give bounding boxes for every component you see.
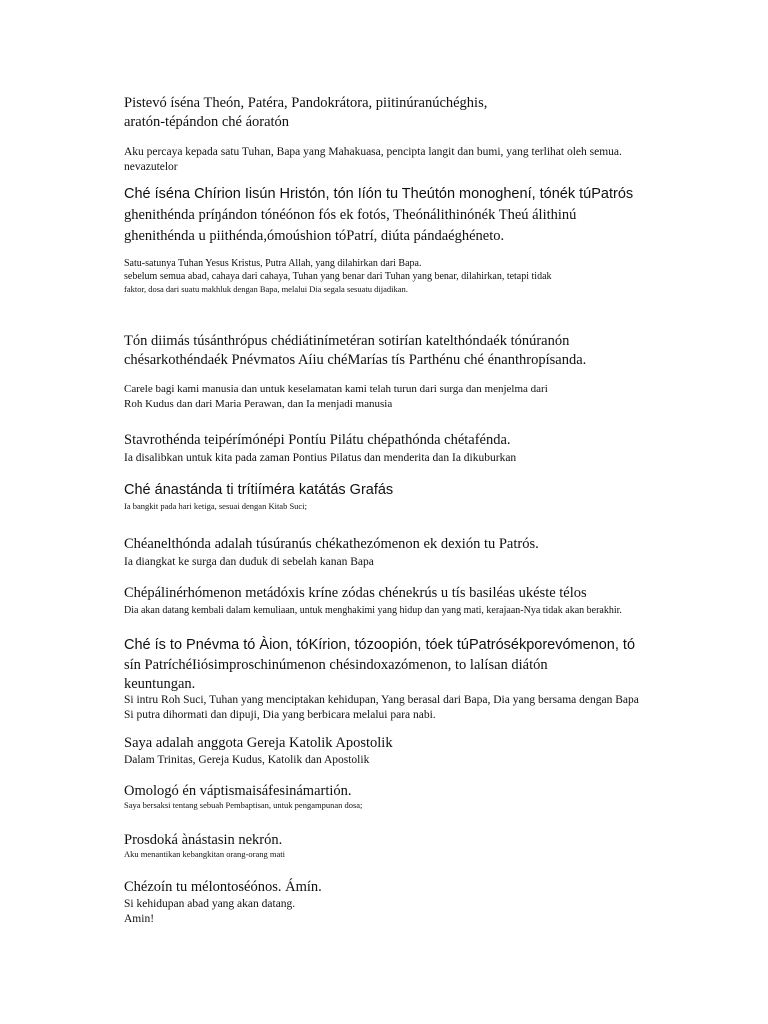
greek-line: ghenithénda príŋándon tónéónon fós ek fotós, Theónálithinónék Theú álithinú — [124, 207, 577, 223]
indonesian-line: Roh Kudus dan dari Maria Perawan, dan Ia menjadi manusia — [124, 398, 393, 410]
indonesian-text — [124, 451, 724, 466]
greek-line: Saya adalah anggota Gereja Katolik Apostolik — [124, 735, 393, 751]
greek-text — [124, 184, 724, 247]
section-8 — [124, 634, 724, 723]
indonesian-text — [124, 604, 724, 617]
indonesian-text — [124, 897, 724, 927]
greek-text — [124, 584, 724, 603]
indonesian-line: Saya bersaksi tentang sebuah Pembaptisan, untuk pengampunan dosa; — [124, 800, 363, 810]
greek-line: Ché íséna Chírion Iisún Hristón, tón Iíón tu Theútón monoghení, tónék túPatrós — [124, 186, 634, 202]
greek-text — [124, 535, 724, 554]
greek-line: Chéanelthónda adalah túsúranús chékathezómenon ek dexión tu Patrós. — [124, 536, 539, 552]
greek-line: Pistevó íséna Theón, Patéra, Pandokrátora, piitinúranúchéghis, — [124, 95, 488, 111]
indonesian-text — [124, 382, 724, 412]
section-7 — [124, 584, 724, 617]
indonesian-text — [124, 257, 724, 296]
section-5 — [124, 480, 724, 512]
indonesian-line: Dia akan datang kembali dalam kemuliaan, untuk menghakimi yang hidup dan yang mati, kerajaan-Nya tidak akan berakhir. — [124, 605, 622, 616]
greek-line: Ché ánastánda ti trítiíméra katátás Grafás — [124, 482, 394, 498]
section-2 — [124, 184, 724, 296]
section-1 — [124, 94, 724, 175]
greek-line: Prosdoká ànástasin nekrón. — [124, 832, 283, 848]
greek-line: chésarkothéndaék Pnévmatos Aíiu chéMarías tís Parthénu ché énanthropísanda. — [124, 352, 587, 368]
greek-text — [124, 431, 724, 450]
indonesian-text — [124, 693, 724, 723]
section-9 — [124, 734, 724, 768]
indonesian-line: Amin! — [124, 913, 155, 925]
greek-text — [124, 734, 724, 753]
greek-line: Chépálinérhómenon metádóxis kríne zódas chénekrús u tís basiléas ukéste télos — [124, 585, 587, 601]
indonesian-text — [124, 799, 724, 811]
greek-text — [124, 94, 724, 132]
indonesian-line: Aku percaya kepada satu Tuhan, Bapa yang Mahakuasa, pencipta langit dan bumi, yang terlihat oleh semua. — [124, 146, 622, 158]
greek-line: keuntungan. — [124, 676, 196, 692]
section-4 — [124, 431, 724, 466]
indonesian-line: Satu-satunya Tuhan Yesus Kristus, Putra Allah, yang dilahirkan dari Bapa. — [124, 258, 422, 269]
indonesian-line: Ia diangkat ke surga dan duduk di sebelah kanan Bapa — [124, 556, 374, 568]
indonesian-text — [124, 555, 724, 570]
indonesian-text — [124, 848, 724, 860]
indonesian-text — [124, 500, 724, 512]
indonesian-text — [124, 145, 724, 175]
greek-line: Omologó én váptismaisáfesinámartión. — [124, 783, 352, 799]
greek-text — [124, 332, 724, 370]
indonesian-line: Si putra dihormati dan dipuji, Dia yang berbicara melalui para nabi. — [124, 709, 436, 721]
indonesian-line: faktor, dosa dari suatu makhluk dengan Bapa, melalui Dia segala sesuatu dijadikan. — [124, 284, 408, 294]
section-12 — [124, 878, 724, 927]
indonesian-line: Si intru Roh Suci, Tuhan yang menciptakan kehidupan, Yang berasal dari Bapa, Dia yang bersama dengan Bapa — [124, 694, 639, 706]
indonesian-line: sebelum semua abad, cahaya dari cahaya, Tuhan yang benar dari Tuhan yang benar, dilahirkan, tetapi tidak — [124, 271, 552, 282]
greek-line: ghenithénda u piithénda,ómoúshion tóPatrí, diúta pándaéghéneto. — [124, 228, 505, 244]
greek-text — [124, 480, 724, 501]
indonesian-line: Aku menantikan kebangkitan orang-orang mati — [124, 849, 285, 859]
greek-line: Stavrothénda teipérímónépi Pontíu Pilátu chépathónda chétafénda. — [124, 432, 511, 448]
indonesian-line: Ia disalibkan untuk kita pada zaman Pontius Pilatus dan menderita dan Ia dikuburkan — [124, 452, 517, 464]
greek-line: aratón-tépándon ché áoratón — [124, 114, 290, 130]
section-10 — [124, 782, 724, 811]
section-6 — [124, 535, 724, 570]
indonesian-line: Carele bagi kami manusia dan untuk keselamatan kami telah turun dari surga dan menjelma dari — [124, 383, 548, 395]
greek-line: Chézoín tu mélontoséónos. Ámín. — [124, 879, 322, 895]
indonesian-line: Si kehidupan abad yang akan datang. — [124, 898, 296, 910]
section-3 — [124, 332, 724, 412]
greek-text — [124, 878, 724, 897]
indonesian-line: nevazutelor — [124, 161, 178, 173]
indonesian-line: Dalam Trinitas, Gereja Kudus, Katolik dan Apostolik — [124, 754, 370, 766]
greek-text — [124, 634, 724, 693]
greek-line: Tón diimás túsánthrópus chédiátinímetéran sotirían katelthóndaék tónúranón — [124, 333, 570, 349]
indonesian-text — [124, 753, 724, 768]
indonesian-line: Ia bangkit pada hari ketiga, sesuai dengan Kitab Suci; — [124, 501, 307, 511]
greek-line: Ché ís to Pnévma tó Àion, tóKírion, tózoopión, tóek túPatrósékporevómenon, tó — [124, 637, 636, 653]
greek-line: sín PatríchéIiósimproschinúmenon chésindoxazómenon, to lalísan diátón — [124, 657, 548, 673]
section-11 — [124, 831, 724, 860]
